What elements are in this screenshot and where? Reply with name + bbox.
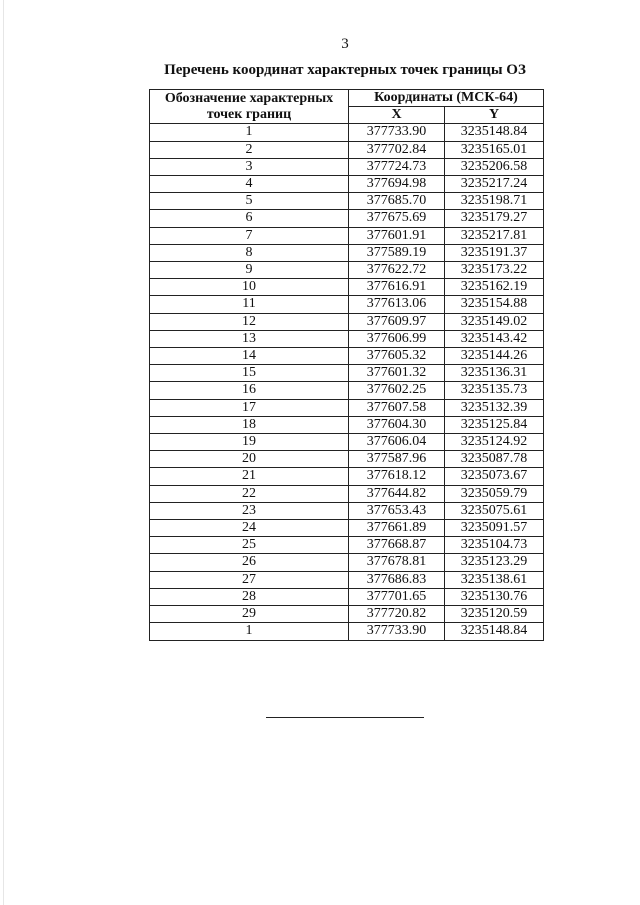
- x-cell: 377686.83: [349, 571, 445, 588]
- y-cell: 3235138.61: [445, 571, 544, 588]
- x-cell: 377602.25: [349, 382, 445, 399]
- point-cell: 14: [150, 348, 349, 365]
- table-row: [150, 141, 544, 158]
- y-cell: 3235136.31: [445, 365, 544, 382]
- table-row: [150, 434, 544, 451]
- header-x: X: [349, 107, 445, 124]
- point-cell: 1: [150, 124, 349, 141]
- x-cell: 377724.73: [349, 158, 445, 175]
- point-cell: 4: [150, 176, 349, 193]
- point-cell: 1: [150, 623, 349, 640]
- table-row: [150, 520, 544, 537]
- x-cell: 377606.04: [349, 434, 445, 451]
- y-cell: 3235130.76: [445, 588, 544, 605]
- x-cell: 377613.06: [349, 296, 445, 313]
- table-row: [150, 262, 544, 279]
- y-cell: 3235173.22: [445, 262, 544, 279]
- end-of-table-rule: [266, 717, 424, 718]
- point-cell: 9: [150, 262, 349, 279]
- x-cell: 377720.82: [349, 606, 445, 623]
- y-cell: 3235091.57: [445, 520, 544, 537]
- point-cell: 10: [150, 279, 349, 296]
- point-cell: 13: [150, 330, 349, 347]
- x-cell: 377616.91: [349, 279, 445, 296]
- table-row: [150, 176, 544, 193]
- point-cell: 20: [150, 451, 349, 468]
- x-cell: 377733.90: [349, 124, 445, 141]
- point-cell: 24: [150, 520, 349, 537]
- y-cell: 3235087.78: [445, 451, 544, 468]
- point-cell: 27: [150, 571, 349, 588]
- x-cell: 377604.30: [349, 416, 445, 433]
- point-cell: 17: [150, 399, 349, 416]
- header-y: Y: [445, 107, 544, 124]
- table-row: [150, 313, 544, 330]
- point-cell: 29: [150, 606, 349, 623]
- y-cell: 3235135.73: [445, 382, 544, 399]
- x-cell: 377609.97: [349, 313, 445, 330]
- point-cell: 7: [150, 227, 349, 244]
- x-cell: 377601.91: [349, 227, 445, 244]
- y-cell: 3235149.02: [445, 313, 544, 330]
- y-cell: 3235132.39: [445, 399, 544, 416]
- table-row: [150, 193, 544, 210]
- point-cell: 23: [150, 502, 349, 519]
- table-row: [150, 399, 544, 416]
- table-row: [150, 210, 544, 227]
- y-cell: 3235165.01: [445, 141, 544, 158]
- x-cell: 377685.70: [349, 193, 445, 210]
- x-cell: 377668.87: [349, 537, 445, 554]
- y-cell: 3235124.92: [445, 434, 544, 451]
- x-cell: 377653.43: [349, 502, 445, 519]
- y-cell: 3235123.29: [445, 554, 544, 571]
- point-cell: 6: [150, 210, 349, 227]
- table-row: [150, 124, 544, 141]
- point-cell: 11: [150, 296, 349, 313]
- y-cell: 3235120.59: [445, 606, 544, 623]
- table-row: [150, 296, 544, 313]
- y-cell: 3235191.37: [445, 244, 544, 261]
- coordinates-table: [149, 89, 544, 641]
- point-cell: 25: [150, 537, 349, 554]
- x-cell: 377618.12: [349, 468, 445, 485]
- table-row: [150, 382, 544, 399]
- x-cell: 377605.32: [349, 348, 445, 365]
- x-cell: 377733.90: [349, 623, 445, 640]
- y-cell: 3235104.73: [445, 537, 544, 554]
- point-cell: 22: [150, 485, 349, 502]
- y-cell: 3235162.19: [445, 279, 544, 296]
- y-cell: 3235148.84: [445, 124, 544, 141]
- y-cell: 3235148.84: [445, 623, 544, 640]
- table-row: [150, 227, 544, 244]
- y-cell: 3235059.79: [445, 485, 544, 502]
- header-coordinates: Координаты (МСК-64): [349, 90, 544, 107]
- point-cell: 18: [150, 416, 349, 433]
- table-row: [150, 588, 544, 605]
- x-cell: 377607.58: [349, 399, 445, 416]
- y-cell: 3235198.71: [445, 193, 544, 210]
- table-row: [150, 537, 544, 554]
- table-row: [150, 348, 544, 365]
- scan-edge-mark: [3, 0, 4, 905]
- point-cell: 5: [150, 193, 349, 210]
- table-row: [150, 416, 544, 433]
- table-row: [150, 623, 544, 640]
- table-row: [150, 451, 544, 468]
- page-number: 3: [341, 36, 349, 52]
- x-cell: 377661.89: [349, 520, 445, 537]
- point-cell: 21: [150, 468, 349, 485]
- table-body: [150, 124, 544, 640]
- table-row: [150, 571, 544, 588]
- x-cell: 377601.32: [349, 365, 445, 382]
- y-cell: 3235125.84: [445, 416, 544, 433]
- x-cell: 377606.99: [349, 330, 445, 347]
- x-cell: 377644.82: [349, 485, 445, 502]
- x-cell: 377694.98: [349, 176, 445, 193]
- x-cell: 377622.72: [349, 262, 445, 279]
- table-row: [150, 468, 544, 485]
- table-row: [150, 502, 544, 519]
- point-cell: 8: [150, 244, 349, 261]
- point-cell: 19: [150, 434, 349, 451]
- y-cell: 3235073.67: [445, 468, 544, 485]
- table-row: [150, 279, 544, 296]
- y-cell: 3235144.26: [445, 348, 544, 365]
- x-cell: 377702.84: [349, 141, 445, 158]
- table-row: [150, 244, 544, 261]
- table-header: [150, 90, 544, 124]
- y-cell: 3235075.61: [445, 502, 544, 519]
- point-cell: 12: [150, 313, 349, 330]
- x-cell: 377678.81: [349, 554, 445, 571]
- table-row: [150, 365, 544, 382]
- point-cell: 2: [150, 141, 349, 158]
- y-cell: 3235143.42: [445, 330, 544, 347]
- y-cell: 3235154.88: [445, 296, 544, 313]
- point-cell: 3: [150, 158, 349, 175]
- table-row: [150, 158, 544, 175]
- table-row: [150, 485, 544, 502]
- point-cell: 26: [150, 554, 349, 571]
- x-cell: 377675.69: [349, 210, 445, 227]
- x-cell: 377701.65: [349, 588, 445, 605]
- table-row: [150, 554, 544, 571]
- document-title: Перечень координат характерных точек границы ОЗ: [164, 62, 526, 78]
- x-cell: 377587.96: [349, 451, 445, 468]
- point-cell: 16: [150, 382, 349, 399]
- y-cell: 3235179.27: [445, 210, 544, 227]
- x-cell: 377589.19: [349, 244, 445, 261]
- point-cell: 28: [150, 588, 349, 605]
- y-cell: 3235206.58: [445, 158, 544, 175]
- y-cell: 3235217.81: [445, 227, 544, 244]
- table-row: [150, 606, 544, 623]
- y-cell: 3235217.24: [445, 176, 544, 193]
- point-cell: 15: [150, 365, 349, 382]
- header-point-designation: Обозначение характерных точек границ: [150, 90, 349, 124]
- table-row: [150, 330, 544, 347]
